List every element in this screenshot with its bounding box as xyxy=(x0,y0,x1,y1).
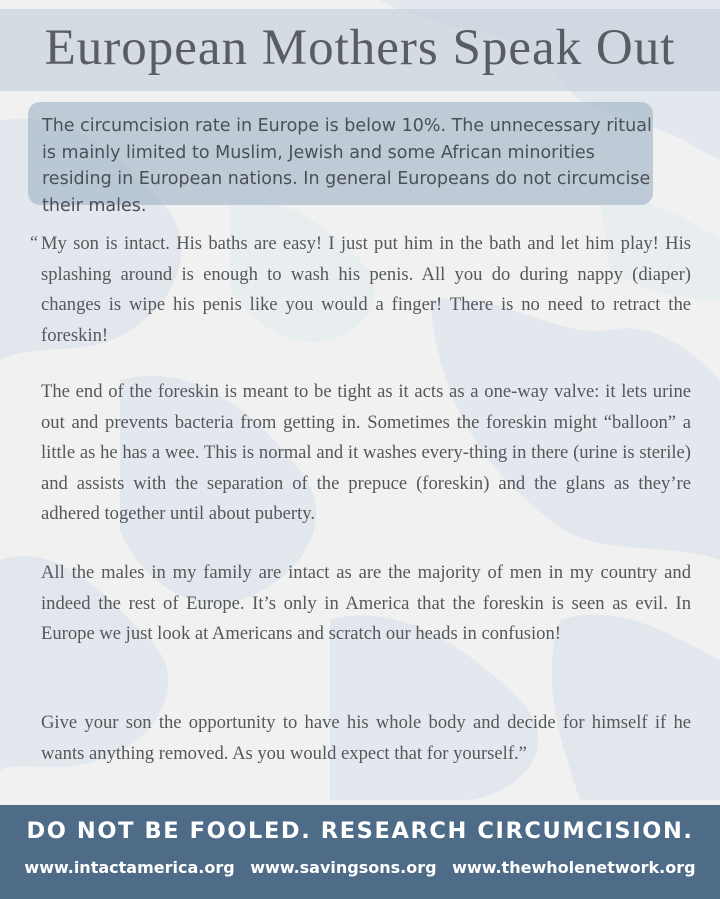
footer-links xyxy=(0,858,720,877)
quote-paragraph-1: My son is intact. His baths are easy! I just put him in the bath and let him play! His splashing around is enough to wash his penis. All you do during nappy (diaper) changes is wipe his penis like you would a finger! There is no need to retract the foreskin! xyxy=(41,233,691,346)
link-thewholenetwork[interactable]: www.thewholenetwork.org xyxy=(452,858,696,877)
footer-headline: DO NOT BE FOOLED. RESEARCH CIRCUMCISION. xyxy=(26,818,694,844)
link-savingsons[interactable]: www.savingsons.org xyxy=(250,858,437,877)
opening-quote-mark: “ xyxy=(30,232,38,252)
page-title: European Mothers Speak Out xyxy=(44,20,676,76)
quote-paragraph-4: Give your son the opportunity to have his whole body and decide for himself if he wants anything removed. As you would expect that for yourself.” xyxy=(41,712,691,764)
quote-paragraph-2: The end of the foreskin is meant to be tight as it acts as a one-way valve: it lets urine out and prevents bacteria from getting in. Sometimes the foreskin might “balloon” a little as he has a wee. This is normal and it washes every-thing in there (urine is sterile) and assists with the separation of the prepuce (foreskin) and the glans as they’re adhered together until about puberty. xyxy=(41,381,691,524)
link-intactamerica[interactable]: www.intactamerica.org xyxy=(24,858,235,877)
intro-text: The circumcision rate in Europe is below 10%. The unnecessary ritual is mainly limited to Muslim, Jewish and some African minorities residing in European nations. In general Europeans do not circumcise their males. xyxy=(42,116,652,216)
quote-paragraph-3: All the males in my family are intact as are the majority of men in my country and indeed the rest of Europe. It’s only in America that the foreskin is seen as evil. In Europe we just look at Americans and scratch our heads in confusion! xyxy=(41,562,691,644)
